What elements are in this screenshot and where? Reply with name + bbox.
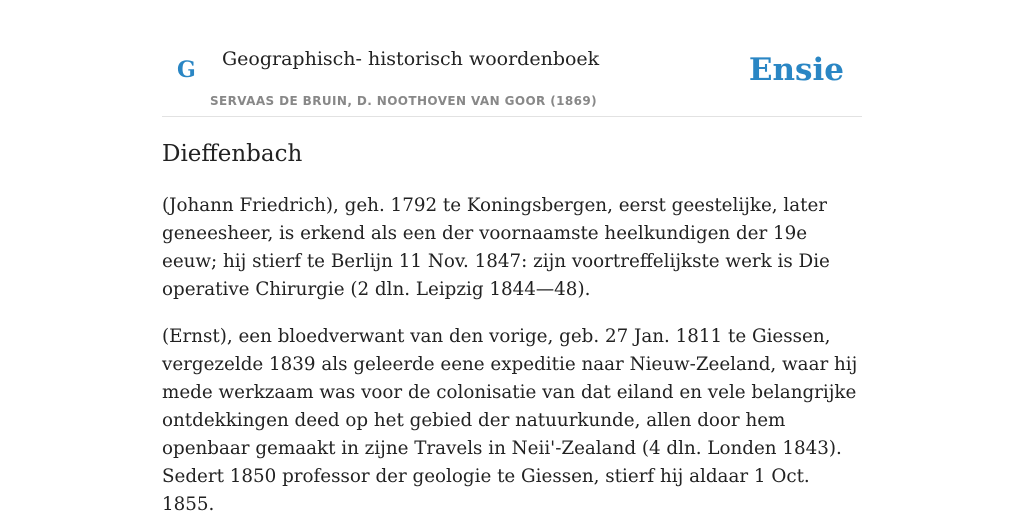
ensie-logo-link[interactable]: Ensie: [748, 52, 844, 88]
book-title-link[interactable]: Geographisch- historisch woordenboek: [222, 48, 600, 70]
book-author: SERVAAS DE BRUIN, D. NOOTHOVEN VAN GOOR (1869): [210, 94, 598, 108]
book-letter-badge[interactable]: G: [177, 57, 196, 83]
entry-title: Dieffenbach: [162, 141, 303, 167]
article: [162, 138, 864, 519]
entry-paragraph: (Johann Friedrich), geh. 1792 te Koningsbergen, eerst geestelijke, later geneesheer, is erkend als een der voornaamste heelkundigen der 19e eeuw; hij stierf te Berlijn 11 Nov. 1847: zijn voortreffelijkste werk is Die operative Chirurgie (2 dln. Leipzig 1844—48).: [162, 195, 830, 300]
entry-paragraph: (Ernst), een bloedverwant van den vorige, geb. 27 Jan. 1811 te Giessen, vergezelde 1839 als geleerde eene expeditie naar Nieuw-Zeeland, waar hij mede werkzaam was voor de colonisatie van dat eiland en vele belangrijke ontdekkingen deed op het gebied der natuurkunde, allen door hem openbaar gemaakt in zijne Travels in Neii'-Zealand (4 dln. Londen 1843). Sedert 1850 professor der geologie te Giessen, stierf hij aldaar 1 Oct. 1855.: [162, 326, 858, 515]
book-header: [162, 0, 862, 117]
